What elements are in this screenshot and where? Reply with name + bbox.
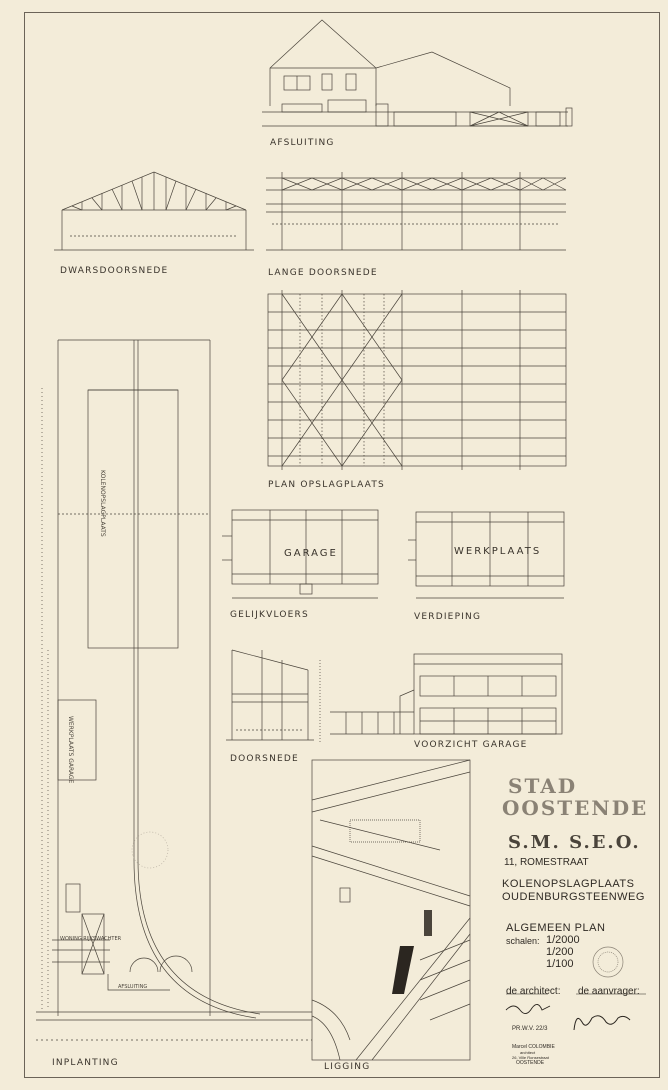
scales-label: schalen:: [506, 936, 540, 946]
ligging-location-map: [312, 760, 470, 1060]
voorzicht-garage-label: VOORZICHT GARAGE: [414, 740, 528, 750]
werkplaats-room-label: WERKPLAATS: [454, 546, 542, 557]
afsluiting-site-label: AFSLUITING: [118, 984, 148, 990]
scale-3: 1/100: [546, 958, 574, 970]
project-name-line2: OUDENBURGSTEENWEG: [502, 891, 645, 903]
plan-title: ALGEMEEN PLAN: [506, 922, 606, 934]
afsluiting-label: AFSLUITING: [270, 138, 335, 148]
inplanting-site-plan: [36, 340, 312, 1040]
city-title-line2: OOSTENDE: [502, 796, 649, 820]
lange-doorsnede-label: LANGE DOORSNEDE: [268, 268, 378, 278]
applicant-label: de aanvrager:: [578, 986, 640, 997]
architect-signature: [506, 1004, 550, 1013]
project-name-line1: KOLENOPSLAGPLAATS: [502, 878, 635, 890]
werkplaats-site-label: WERKPLAATS GARAGE: [67, 716, 74, 784]
dwarsdoorsnede-truss: [54, 172, 254, 250]
organisation-name: S.M. S.E.O.: [508, 832, 641, 853]
kolenopslagplaats-site-label: KOLENOPSLAGPLAATS: [99, 470, 106, 537]
office-stamp-line2: architect: [520, 1050, 536, 1055]
verdieping-label: VERDIEPING: [414, 612, 482, 622]
architect-label: de architect:: [506, 986, 561, 997]
doorsnede-section: [226, 650, 320, 744]
voorzicht-garage-elevation: [330, 654, 562, 734]
gelijkvloers-label: GELIJKVLOERS: [230, 610, 309, 620]
lange-doorsnede-section: [266, 172, 566, 250]
official-stamp: [593, 947, 623, 977]
inplanting-label: INPLANTING: [52, 1058, 119, 1068]
doorsnede-label: DOORSNEDE: [230, 754, 299, 764]
scale-2: 1/200: [546, 946, 574, 958]
reference-number: PR.W.V. 22/3: [512, 1026, 548, 1032]
woning-label: WONING RIJKSWACHTER: [60, 936, 122, 942]
plan-opslagplaats-label: PLAN OPSLAGPLAATS: [268, 480, 385, 490]
afsluiting-elevation: [262, 20, 572, 126]
city-title-line1: STAD: [508, 774, 578, 798]
ligging-label: LIGGING: [324, 1062, 371, 1072]
street-address: 11, ROMESTRAAT: [504, 857, 589, 868]
scale-1: 1/2000: [546, 934, 580, 946]
garage-room-label: GARAGE: [284, 548, 338, 559]
applicant-signature: [574, 1016, 630, 1030]
dwarsdoorsnede-label: DWARSDOORSNEDE: [60, 266, 169, 276]
office-stamp-line3: 26, Ville Ronsestraat: [512, 1055, 549, 1060]
office-stamp-line1: Marcel COLOMBIE: [512, 1044, 555, 1050]
office-stamp-line4: OOSTENDE: [516, 1060, 545, 1066]
plan-opslagplaats-grid: [268, 290, 566, 470]
faded-stamp: [132, 832, 168, 868]
